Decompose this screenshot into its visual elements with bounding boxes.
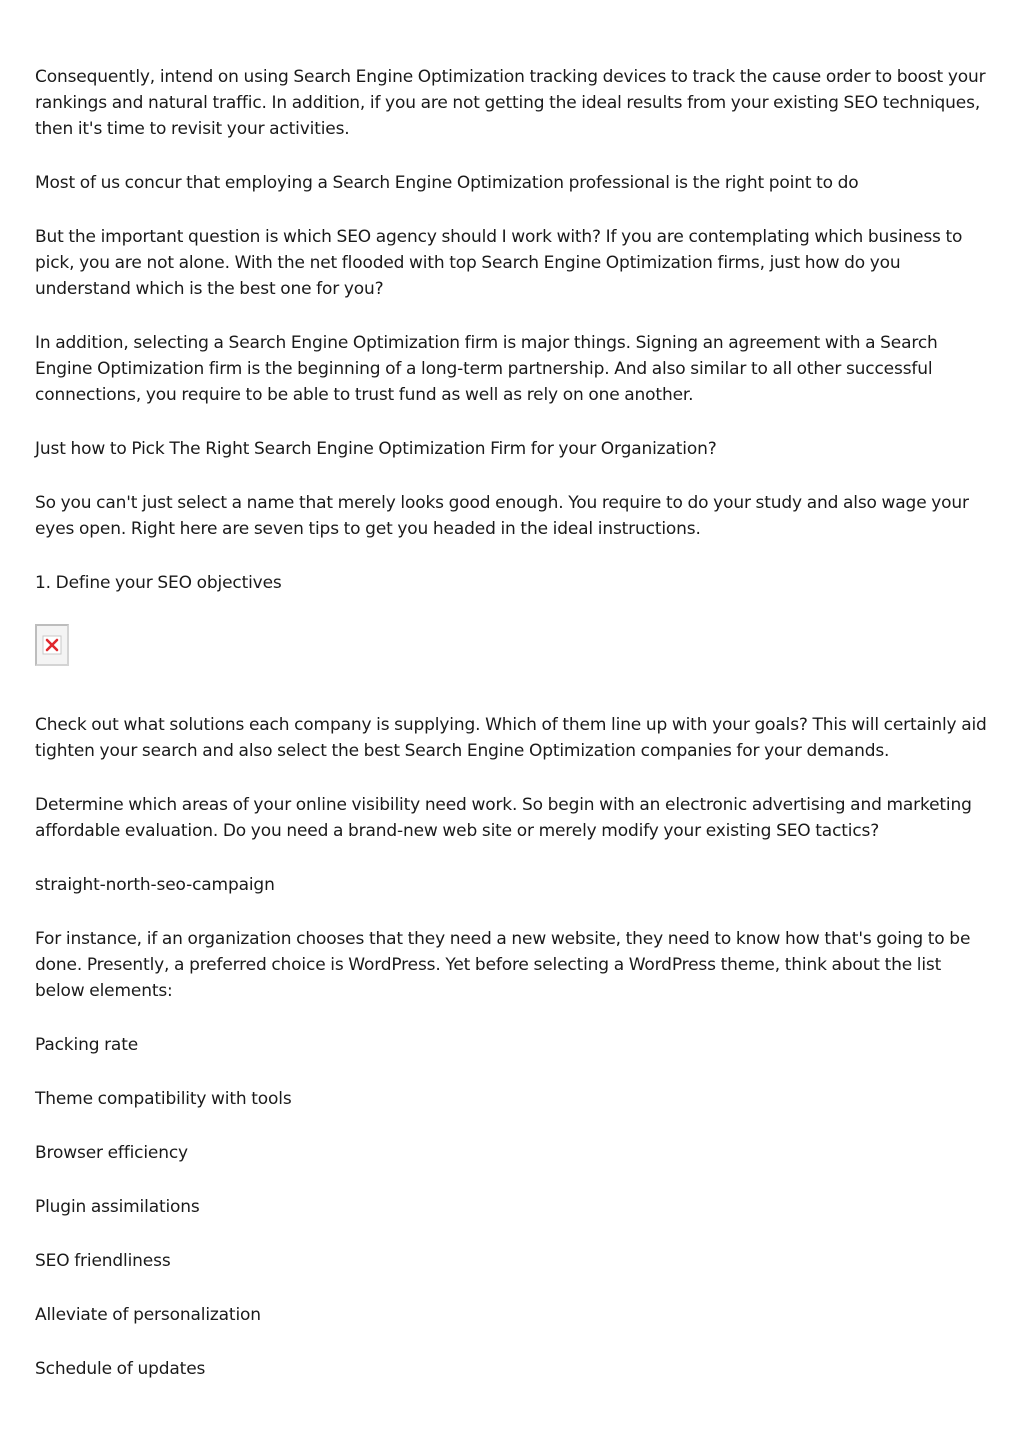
- paragraph: Consequently, intend on using Search Engine Optimization tracking devices to track the cause order to boost your rankings and natural traffic. In addition, if you are not getting the ideal results from your existing SEO techniques, then it's time to revisit your activities.: [35, 67, 986, 139]
- paragraph: But the important question is which SEO agency should I work with? If you are contemplating which business to pick, you are not alone. With the net flooded with top Search Engine Optimization firms, just how do you understand which is the best one for you?: [35, 227, 963, 299]
- list-heading: 1. Define your SEO objectives: [35, 573, 282, 593]
- list-item: Packing rate: [35, 1035, 139, 1055]
- paragraph: In addition, selecting a Search Engine Optimization firm is major things. Signing an agreement with a Search Engine Optimization firm is the beginning of a long-term partnership. And also similar to all other successful connections, you require to be able to trust fund as well as rely on one another.: [35, 333, 938, 405]
- list-item: SEO friendliness: [35, 1251, 171, 1271]
- image-caption: straight-north-seo-campaign: [35, 875, 275, 895]
- list-item: Theme compatibility with tools: [35, 1089, 292, 1109]
- list-item: Alleviate of personalization: [35, 1305, 261, 1325]
- list-item: Schedule of updates: [35, 1359, 206, 1379]
- paragraph: Determine which areas of your online visibility need work. So begin with an electronic advertising and marketing affordable evaluation. Do you need a brand-new web site or merely modify your existing SEO tactics?: [35, 795, 972, 841]
- paragraph: Check out what solutions each company is supplying. Which of them line up with your goals? This will certainly aid tighten your search and also select the best Search Engine Optimization companies for your demands.: [35, 715, 987, 761]
- document-body: [35, 64, 995, 1410]
- paragraph: For instance, if an organization chooses that they need a new website, they need to know how that's going to be done. Presently, a preferred choice is WordPress. Yet before selecting a WordPress theme, think about the list below elements:: [35, 929, 971, 1001]
- paragraph: Most of us concur that employing a Search Engine Optimization professional is the right point to do: [35, 173, 859, 193]
- list-item: Browser efficiency: [35, 1143, 188, 1163]
- broken-image-icon: [35, 624, 69, 666]
- list-item: Plugin assimilations: [35, 1197, 200, 1217]
- paragraph: So you can't just select a name that merely looks good enough. You require to do your study and also wage your eyes open. Right here are seven tips to get you headed in the ideal instructions.: [35, 493, 969, 539]
- section-heading: Just how to Pick The Right Search Engine Optimization Firm for your Organization?: [35, 439, 717, 459]
- red-x-icon: [42, 635, 62, 655]
